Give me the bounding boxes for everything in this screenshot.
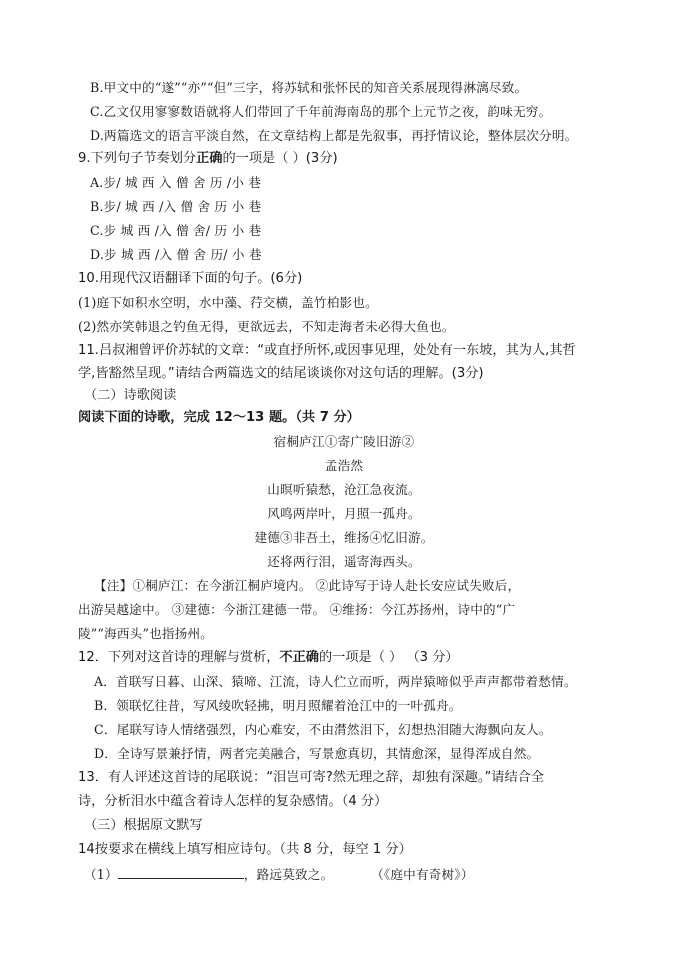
- q9-stem-bold: 正确: [196, 151, 223, 166]
- q10-sentence-2: (2)然亦笑韩退之钓鱼无得，更欲远去，不知走海者未必得大鱼也。: [78, 319, 455, 334]
- q14-stem: 14按要求在横线上填写相应诗句。（共 8 分，每空 1 分）: [78, 842, 412, 857]
- q8-option-c: C.乙文仅用寥寥数语就将人们带回了千年前海南岛的那个上元节之夜，韵味无穷。: [90, 104, 552, 119]
- q8-option-b: B.甲文中的“遂”“亦”“但”三字，将苏轼和张怀民的知音关系展现得淋漓尽致。: [90, 80, 528, 95]
- q11-line-2: 学,皆豁然呈现。”请结合两篇选文的结尾谈谈你对这句话的理解。(3分): [78, 366, 484, 381]
- q9-option-c: C.步 城 西 /入 僧 舍/ 历 小 巷: [90, 223, 262, 238]
- q14-item-1-number: （1）: [84, 867, 118, 882]
- q9-option-b: B.步/ 城 西 /入 僧 舍 历 小 巷: [90, 199, 262, 214]
- q12-stem-post: 的一项是（ ） （3 分）: [318, 650, 459, 665]
- section3-heading: （三）根据原文默写: [84, 818, 203, 833]
- q10-sentence-1: (1)庭下如积水空明，水中藻、荇交横，盖竹柏影也。: [78, 295, 378, 310]
- q9-option-a: A.步/ 城 西 入 僧 舍 历 /小 巷: [90, 175, 262, 190]
- q12-option-d: D．全诗写景兼抒情，两者完美融合，写景愈真切，其情愈深，显得浑成自然。: [94, 746, 540, 761]
- q9-stem-pre: 9.下列句子节奏划分: [78, 151, 197, 166]
- note-line-1: 【注】①桐庐江：在今浙江桐庐境内。 ②此诗写于诗人赴长安应试失败后，: [94, 578, 521, 593]
- poem-line-4: 还将两行泪，遥寄海西头。: [267, 554, 421, 569]
- q12-option-a: A．首联写日暮、山深、猿啼、江流，诗人伫立而听，两岸猿啼似乎声声都带着愁情。: [94, 674, 577, 689]
- q9-option-d: D.步 城 西 /入 僧 舍 历/ 小 巷: [90, 247, 262, 262]
- q11-line-1: 11.吕叔湘曾评价苏轼的文章：“或直抒所怀,或因事见理，处处有一东坡，其为人,其哲: [78, 343, 576, 358]
- q12-option-c: C．尾联写诗人情绪强烈，内心难安，不由潸然泪下，幻想热泪随大海飘向友人。: [94, 722, 552, 737]
- q14-item-1: [84, 864, 474, 885]
- poem-title: 宿桐庐江①寄广陵旧游②: [273, 434, 415, 449]
- q8-option-d: D.两篇选文的语言平淡自然，在文章结构上都是先叙事，再抒情议论，整体层次分明。: [90, 128, 578, 143]
- poem-author: 孟浩然: [324, 458, 364, 473]
- q10-stem: 10.用现代汉语翻译下面的句子。(6分): [78, 271, 303, 286]
- q13-line-2: 诗，分析泪水中蕴含着诗人怎样的复杂感情。（4 分）: [78, 794, 388, 809]
- q9-stem: [78, 149, 338, 169]
- q9-stem-post: 的一项是（ ）(3分): [222, 151, 338, 166]
- q14-item-1-text: ，路远莫致之。: [243, 867, 334, 882]
- q12-stem-bold: 不正确: [279, 650, 319, 665]
- poem-line-3: 建德③非吾土，维扬④忆旧游。: [254, 530, 434, 545]
- section2-instruction: 阅读下面的诗歌，完成 12～13 题。（共 7 分）: [78, 410, 360, 425]
- poem-line-2: 风鸣两岸叶，月照一孤舟。: [267, 506, 421, 521]
- q14-answer-blank-1[interactable]: [118, 864, 244, 879]
- q12-stem: [78, 648, 459, 668]
- q12-stem-pre: 12．下列对这首诗的理解与赏析，: [78, 650, 280, 665]
- q12-option-b: B．领联忆往昔，写风绫吹轻拂，明月照耀着沧江中的一叶孤舟。: [94, 698, 462, 713]
- note-line-3: 陵”“海西头”也指扬州。: [78, 626, 214, 641]
- poem-line-1: 山暝听猿愁，沧江急夜流。: [267, 482, 421, 497]
- q13-line-1: 13．有人评述这首诗的尾联说：“泪岂可寄?然无理之辞，却独有深趣。”请结合全: [78, 770, 545, 785]
- section2-heading: （二）诗歌阅读: [84, 388, 177, 403]
- note-line-2: 出游吴越途中。 ③建德：今浙江建德一带。 ④维扬：今江苏扬州，诗中的“广: [78, 602, 516, 617]
- q14-item-1-source: （《庭中有奇树》）: [377, 867, 474, 882]
